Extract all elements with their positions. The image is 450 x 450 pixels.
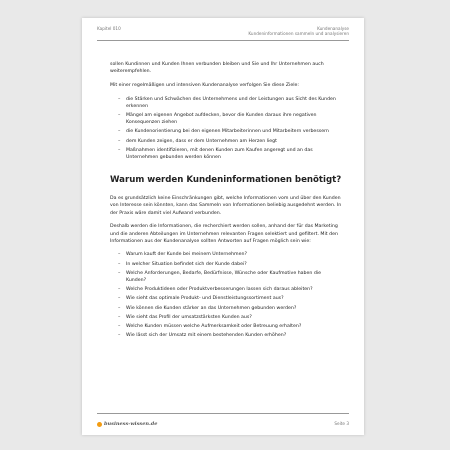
list-item xyxy=(118,96,342,110)
goals-list xyxy=(110,96,342,162)
questions-list xyxy=(110,251,342,339)
header-divider xyxy=(97,40,349,41)
paragraph-1: Da es grundsätzlich keine Einschränkungen gibt, welche Informationen vom und über den Kunden von Interesse sein könnten, kann das Sammeln von Informationen beliebig ausgedehnt werden. In der Praxis wäre damit viel Aufwand verbunden. xyxy=(110,196,342,216)
logo-text: business-wissen.de xyxy=(104,421,158,427)
dash-bullet: – xyxy=(118,129,121,135)
list-item-text: Maßnahmen identifizieren, mit denen Kunden zum Kaufen angeregt und an das Unternehmen gebunden werden können xyxy=(126,147,313,161)
page-header xyxy=(97,26,349,40)
dash-bullet: – xyxy=(118,287,121,293)
header-subtitle: Kundeninformationen sammeln und analysieren xyxy=(248,31,349,37)
list-item xyxy=(118,261,342,268)
dash-bullet: – xyxy=(118,324,121,330)
list-item xyxy=(118,286,342,293)
list-item xyxy=(118,305,342,312)
document-page xyxy=(82,18,364,435)
list-item xyxy=(118,128,342,135)
list-item xyxy=(118,251,342,258)
paragraph-2: Deshalb werden die Informationen, die recherchiert werden sollen, anhand der für das Marketing und die anderen Abteilungen im Unternehmen relevanten Fragen selektiert und gefiltert. Mit den Informationen aus der Kundenanalyse sollten Antworten auf Fragen möglich sein wie: xyxy=(110,224,338,244)
business-wissen-logo xyxy=(97,420,157,428)
dash-bullet: – xyxy=(118,261,121,267)
list-item-text: Wie können die Kunden stärker an das Unternehmen gebunden werden? xyxy=(126,305,297,311)
list-item xyxy=(118,323,342,330)
intro-paragraph: sollen Kundinnen und Kunden Ihnen verbunden bleiben und Sie und Ihr Unternehmen auch weiterempfehlen. xyxy=(110,62,324,75)
chapter-label: Kapitel 010 xyxy=(97,26,121,31)
list-item xyxy=(118,270,342,284)
list-item-text: Warum kauft der Kunde bei meinem Unternehmen? xyxy=(126,252,247,258)
dash-bullet: – xyxy=(118,270,121,276)
dash-bullet: – xyxy=(118,113,121,119)
dash-bullet: – xyxy=(118,333,121,339)
list-item-text: Wie lässt sich der Umsatz mit einem bestehenden Kunden erhöhen? xyxy=(126,333,287,339)
list-item-text: Welche Kunden müssen welche Aufmerksamkeit oder Betreuung erhalten? xyxy=(126,324,302,330)
dash-bullet: – xyxy=(118,138,121,144)
list-item xyxy=(118,295,342,302)
list-item xyxy=(118,112,342,126)
list-item xyxy=(118,314,342,321)
section-heading: Warum werden Kundeninformationen benötigt? xyxy=(110,175,342,186)
list-item xyxy=(118,138,342,145)
list-item-text: Wie sieht das Profil der umsatzstärksten Kunden aus? xyxy=(126,314,252,320)
list-item-text: Mängel am eigenen Angebot aufdecken, bevor die Kunden daraus ihre negativen Konsequenzen ziehen xyxy=(126,113,317,126)
list-item-text: Welche Produktideen oder Produktverbesserungen lassen sich daraus ableiten? xyxy=(126,287,313,293)
page-body xyxy=(110,61,342,345)
list-item-text: dem Kunden zeigen, dass er dem Unternehmen am Herzen liegt xyxy=(126,138,277,144)
list-item-text: Wie sieht das optimale Produkt- und Dienstleistungssortiment aus? xyxy=(126,296,284,302)
header-titles xyxy=(248,26,349,36)
list-item-text: Welche Anforderungen, Bedarfe, Bedürfnisse, Wünsche oder Kaufmotive haben die Kunden? xyxy=(126,270,322,284)
logo-dot-icon xyxy=(97,422,102,427)
dash-bullet: – xyxy=(118,252,121,258)
dash-bullet: – xyxy=(118,147,121,153)
list-item-text: In welcher Situation befindet sich der Kunde dabei? xyxy=(126,261,247,267)
header-title: Kundenanalyse xyxy=(317,26,349,31)
list-item-text: die Kundenorientierung bei den eigenen Mitarbeiterinnen und Mitarbeitern verbessern xyxy=(126,129,329,135)
goals-intro: Mit einer regelmäßigen und intensiven Kundenanalyse verfolgen Sie diese Ziele: xyxy=(110,82,299,88)
dash-bullet: – xyxy=(118,305,121,311)
dash-bullet: – xyxy=(118,314,121,320)
list-item-text: die Stärken und Schwächen des Unternehmens und der Leistungen aus Sicht des Kunden erkennen xyxy=(126,96,336,109)
page-number: Seite 3 xyxy=(334,421,349,426)
footer-divider xyxy=(97,413,349,414)
dash-bullet: – xyxy=(118,296,121,302)
list-item xyxy=(118,332,342,339)
list-item xyxy=(118,147,342,161)
dash-bullet: – xyxy=(118,96,121,102)
